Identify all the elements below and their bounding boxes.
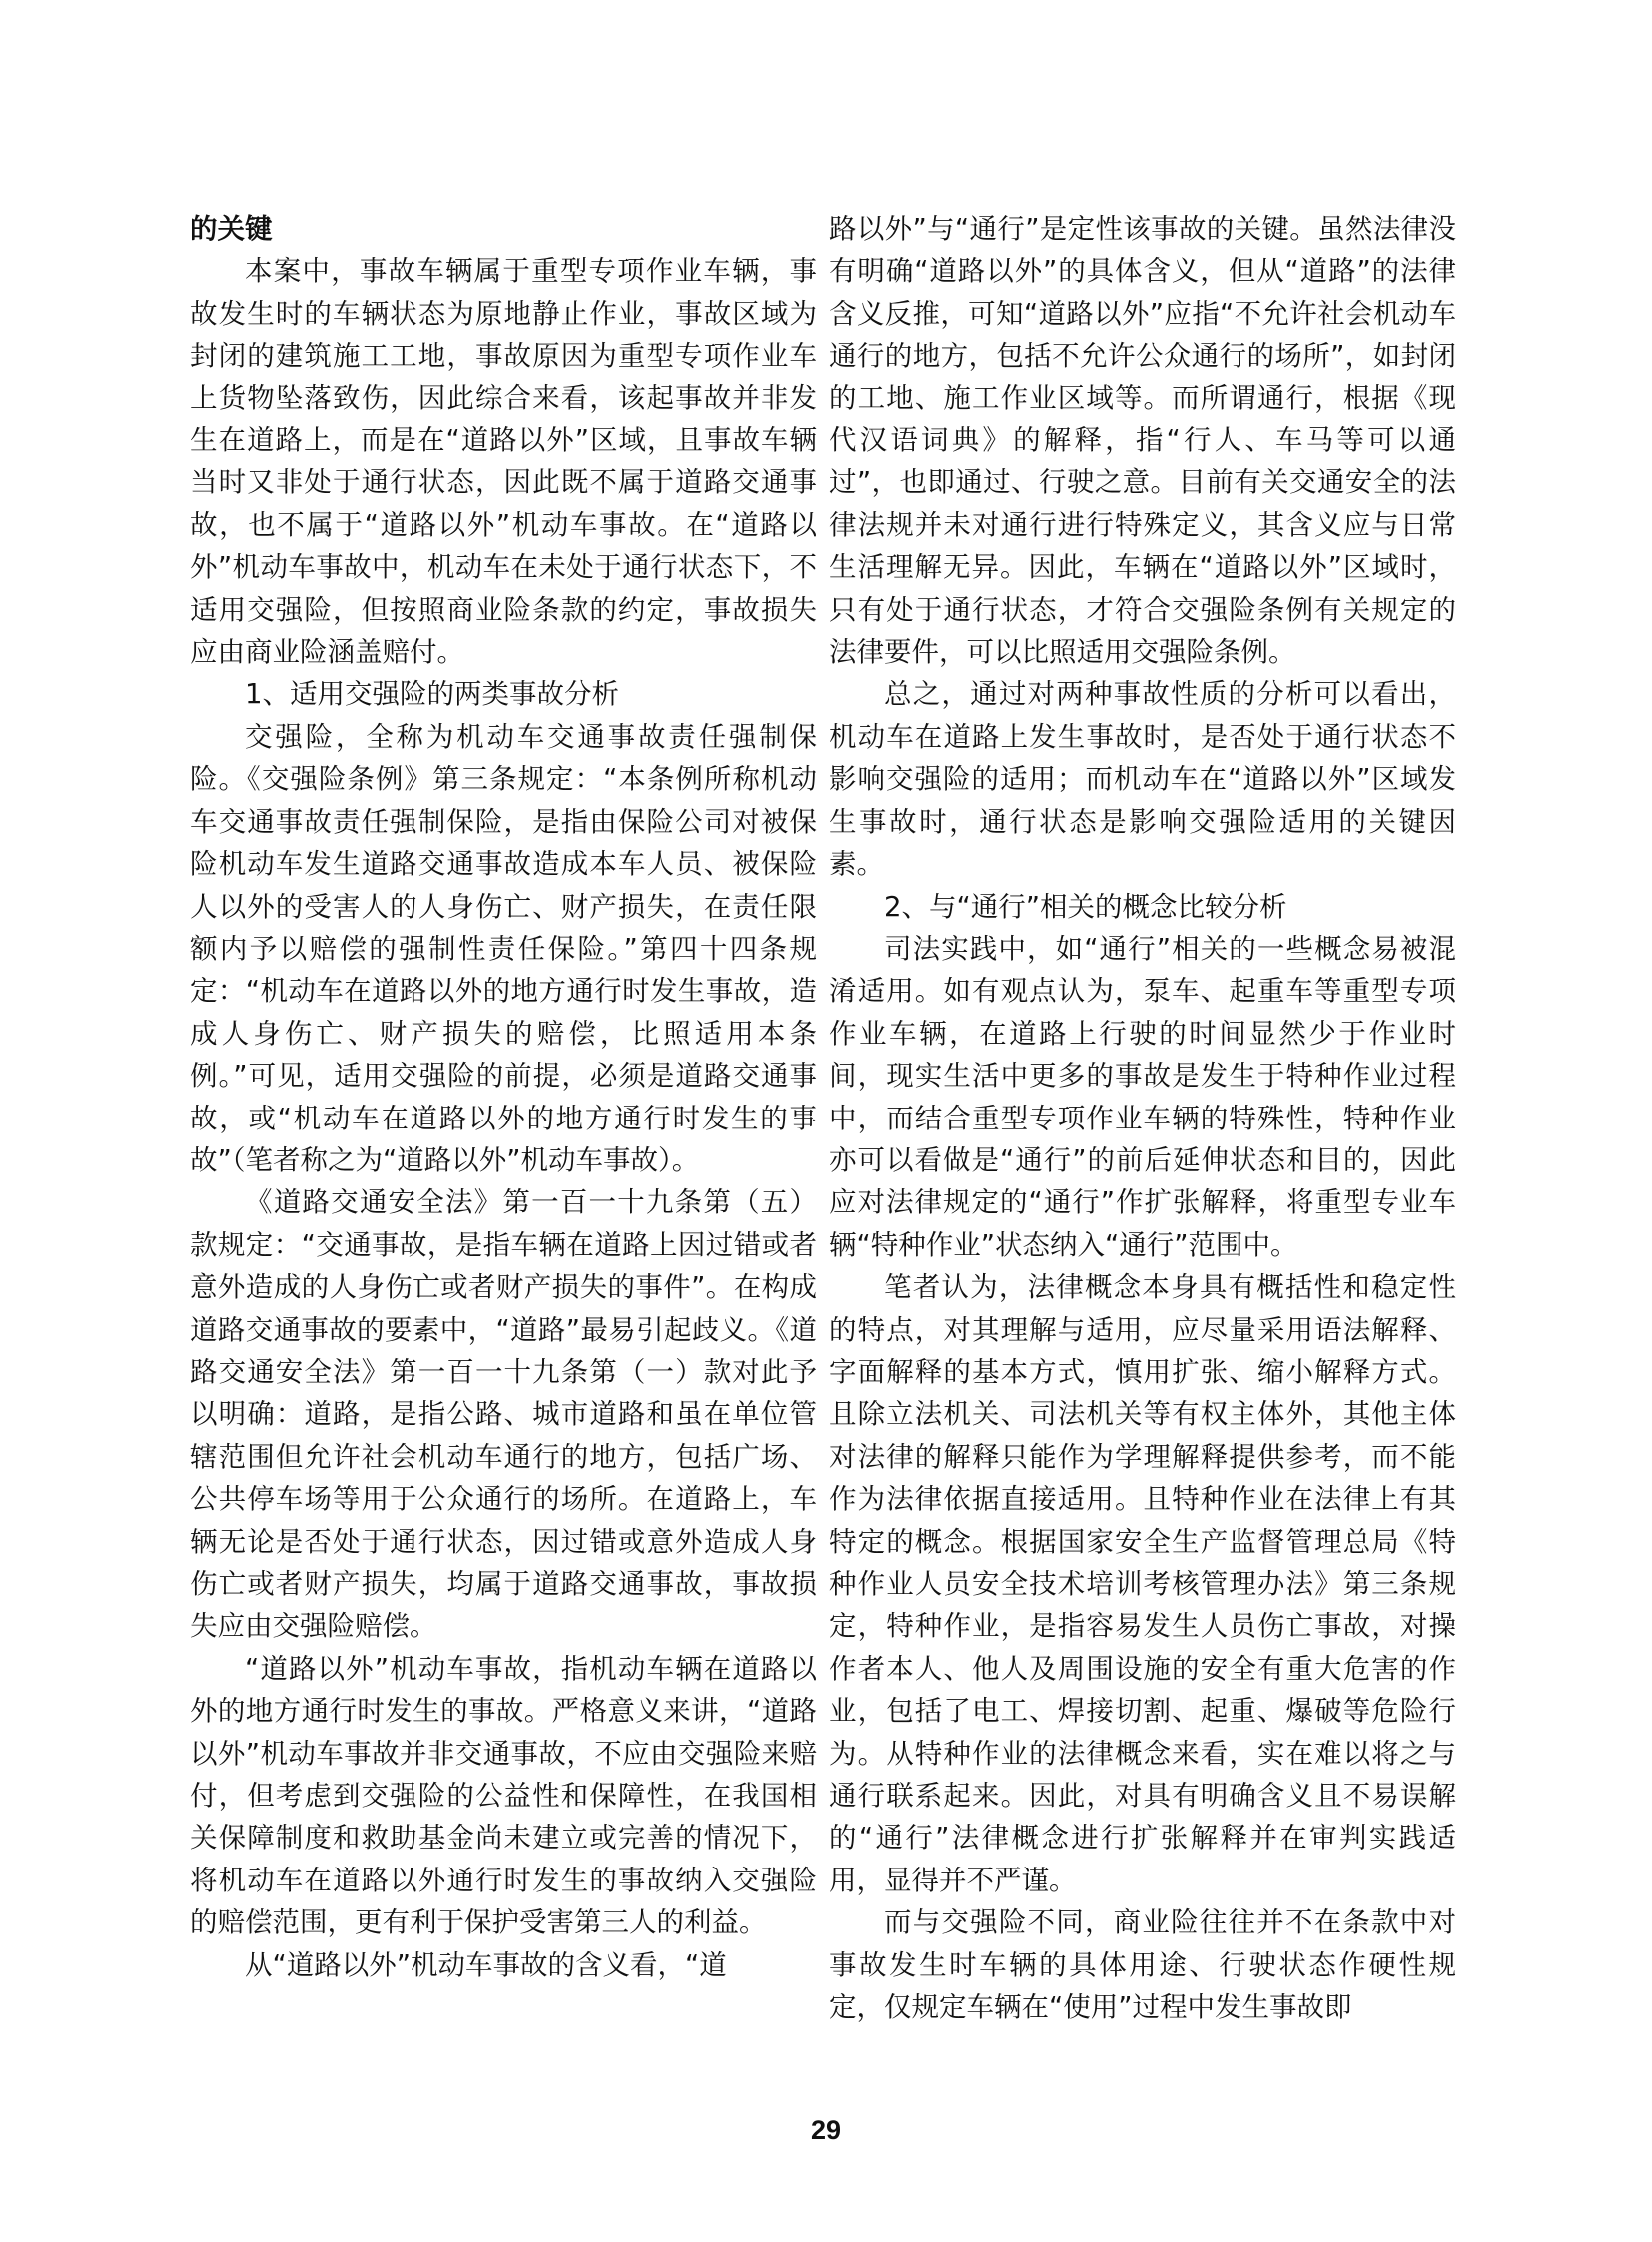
paragraph: “道路以外”机动车事故，指机动车辆在道路以外的地方通行时发生的事故。严格意义来讲，“道路以外”机动车事故并非交通事故，不应由交强险来赔付，但考虑到交强险的公益性和保障性，在我国相关保障制度和救助基金尚未建立或完善的情况下，将机动车在道路以外通行时发生的事故纳入交强险的赔偿范围，更有利于保护受害第三人的利益。	[190, 1652, 817, 1939]
section-heading: 的关键	[190, 213, 273, 245]
right-column	[829, 208, 1456, 2028]
paragraph: 从“道路以外”机动车事故的含义看，“道	[245, 1948, 727, 1981]
paragraph: 而与交强险不同，商业险往往并不在条款中对事故发生时车辆的具体用途、行驶状态作硬性规定，仅规定车辆在“使用”过程中发生事故即	[829, 1906, 1456, 2024]
paragraph: 笔者认为，法律概念本身具有概括性和稳定性的特点，对其理解与适用，应尽量采用语法解释、字面解释的基本方式，慎用扩张、缩小解释方式。且除立法机关、司法机关等有权主体外，其他主体对法律的解释只能作为学理解释提供参考，而不能作为法律依据直接适用。且特种作业在法律上有其特定的概念。根据国家安全生产监督管理总局《特种作业人员安全技术培训考核管理办法》第三条规定，特种作业，是指容易发生人员伤亡事故，对操作者本人、他人及周围设施的安全有重大危害的作业，包括了电工、焊接切割、起重、爆破等危险行为。从特种作业的法律概念来看，实在难以将之与通行联系起来。因此，对具有明确含义且不易误解的“通行”法律概念进行扩张解释并在审判实践适用，显得并不严谨。	[829, 1271, 1456, 1896]
subsection-title: 2、与“通行”相关的概念比较分析	[884, 890, 1287, 923]
paragraph: 司法实践中，如“通行”相关的一些概念易被混淆适用。如有观点认为，泵车、起重车等重型专项作业车辆，在道路上行驶的时间显然少于作业时间，现实生活中更多的事故是发生于特种作业过程中，而结合重型专项作业车辆的特殊性，特种作业亦可以看做是“通行”的前后延伸状态和目的，因此应对法律规定的“通行”作扩张解释，将重型专业车辆“特种作业”状态纳入“通行”范围中。	[829, 932, 1456, 1261]
paragraph: 总之，通过对两种事故性质的分析可以看出，机动车在道路上发生事故时，是否处于通行状态不影响交强险的适用；而机动车在“道路以外”区域发生事故时，通行状态是影响交强险适用的关键因素。	[829, 678, 1456, 881]
paragraph: 《道路交通安全法》第一百一十九条第（五）款规定：“交通事故，是指车辆在道路上因过错或者意外造成的人身伤亡或者财产损失的事件”。在构成道路交通事故的要素中，“道路”最易引起歧义。《道路交通安全法》第一百一十九条第（一）款对此予以明确：道路，是指公路、城市道路和虽在单位管辖范围但允许社会机动车通行的地方，包括广场、公共停车场等用于公众通行的场所。在道路上，车辆无论是否处于通行状态，因过错或意外造成人身伤亡或者财产损失，均属于道路交通事故，事故损失应由交强险赔偿。	[190, 1186, 817, 1643]
paragraph-continued: 路以外”与“通行”是定性该事故的关键。虽然法律没有明确“道路以外”的具体含义，但从“道路”的法律含义反推，可知“道路以外”应指“不允许社会机动车通行的地方，包括不允许公众通行的场所”，如封闭的工地、施工作业区域等。而所谓通行，根据《现代汉语词典》的解释，指“行人、车马等可以通过”，也即通过、行驶之意。目前有关交通安全的法律法规并未对通行进行特殊定义，其含义应与日常生活理解无异。因此，车辆在“道路以外”区域时，只有处于通行状态，才符合交强险条例有关规定的法律要件，可以比照适用交强险条例。	[829, 213, 1456, 669]
subsection-title: 1、适用交强险的两类事故分析	[245, 678, 619, 711]
paragraph: 本案中，事故车辆属于重型专项作业车辆，事故发生时的车辆状态为原地静止作业，事故区域为封闭的建筑施工工地，事故原因为重型专项作业车上货物坠落致伤，因此综合来看，该起事故并非发生在道路上，而是在“道路以外”区域，且事故车辆当时又非处于通行状态，因此既不属于道路交通事故，也不属于“道路以外”机动车事故。在“道路以外”机动车事故中，机动车在未处于通行状态下，不适用交强险，但按照商业险条款的约定，事故损失应由商业险涵盖赔付。	[190, 255, 817, 669]
left-column	[190, 208, 817, 1986]
page-number: 29	[810, 2115, 842, 2145]
paragraph: 交强险，全称为机动车交通事故责任强制保险。《交强险条例》第三条规定：“本条例所称机动车交通事故责任强制保险，是指由保险公司对被保险机动车发生道路交通事故造成本车人员、被保险人以外的受害人的人身伤亡、财产损失，在责任限额内予以赔偿的强制性责任保险。”第四十四条规定：“机动车在道路以外的地方通行时发生事故，造成人身伤亡、财产损失的赔偿，比照适用本条例。”可见，适用交强险的前提，必须是道路交通事故，或“机动车在道路以外的地方通行时发生的事故”（笔者称之为“道路以外”机动车事故）。	[190, 720, 817, 1176]
